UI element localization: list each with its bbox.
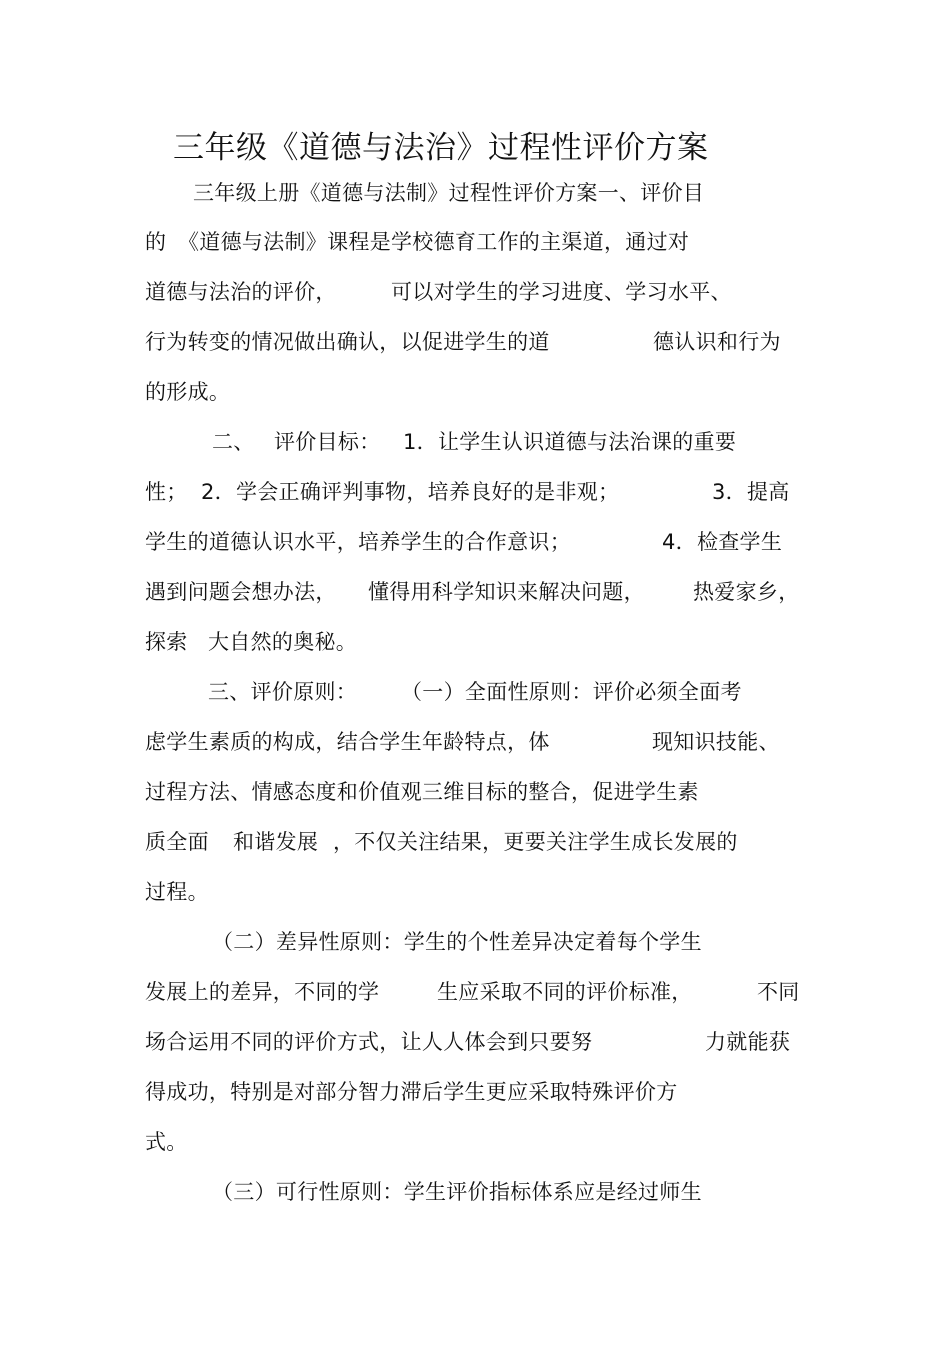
text-segment: 《道德与法制》课程是学校德育工作的主渠道，通过对	[178, 230, 690, 254]
text-segment: 不同	[757, 980, 800, 1004]
text-segment: 得成功，特别是对部分智力滞后学生更应采取特殊评价方	[145, 1080, 678, 1104]
text-segment: 过程。	[145, 880, 209, 904]
text-segment: 1．让学生认识道德与法治课的重要	[403, 430, 737, 454]
text-segment: 懂得用科学知识来解决问题，	[368, 580, 645, 604]
text-segment: 4．检查学生	[662, 530, 783, 554]
text-segment: 三、评价原则：	[208, 680, 358, 704]
text-segment: 2．学会正确评判事物，培养良好的是非观；	[201, 480, 620, 504]
text-segment: 学生的道德认识水平，培养学生的合作意识；	[145, 530, 571, 554]
text-segment: 热爱家乡，	[693, 580, 800, 604]
text-segment: 发展上的差异，不同的学	[145, 980, 380, 1004]
text-segment: 场合运用不同的评价方式，让人人体会到只要努	[145, 1030, 593, 1054]
text-segment: 生应采取不同的评价标准，	[437, 980, 693, 1004]
text-segment: 的形成。	[145, 380, 231, 404]
text-segment: 行为转变的情况做出确认，以促进学生的道	[145, 330, 550, 354]
text-segment: 式。	[145, 1130, 188, 1154]
text-segment: 过程方法、情感态度和价值观三维目标的整合，促进学生素	[145, 780, 699, 804]
text-segment: 3．提高	[712, 480, 790, 504]
document-title: 三年级《道德与法治》过程性评价方案	[173, 130, 709, 166]
text-segment: 和谐发展	[233, 830, 319, 854]
text-segment: 虑学生素质的构成，结合学生年龄特点，体	[145, 730, 550, 754]
text-segment: 质全面	[145, 830, 209, 854]
text-segment: 大自然的奥秘。	[208, 630, 358, 654]
text-segment: 评价目标：	[274, 430, 381, 454]
text-segment: 道德与法治的评价，	[145, 280, 337, 304]
text-segment: 可以对学生的学习进度、学习水平、	[391, 280, 732, 304]
text-segment: 的	[145, 230, 167, 254]
text-segment: 力就能获	[705, 1030, 791, 1054]
text-segment: （一）全面性原则：评价必须全面考	[401, 680, 742, 704]
text-segment: ，不仅关注结果，更要关注学生成长发展的	[333, 830, 738, 854]
text-segment: 德认识和行为	[653, 330, 781, 354]
text-segment: 性；	[145, 480, 188, 504]
text-segment: 现知识技能、	[652, 730, 780, 754]
text-segment: （二）差异性原则：学生的个性差异决定着每个学生	[212, 930, 702, 954]
text-segment: 探索	[145, 630, 188, 654]
text-segment: （三）可行性原则：学生评价指标体系应是经过师生	[212, 1180, 702, 1204]
text-segment: 三年级上册《道德与法制》过程性评价方案一、评价目	[193, 181, 705, 205]
text-segment: 遇到问题会想办法，	[145, 580, 337, 604]
text-segment: 二、	[212, 430, 255, 454]
